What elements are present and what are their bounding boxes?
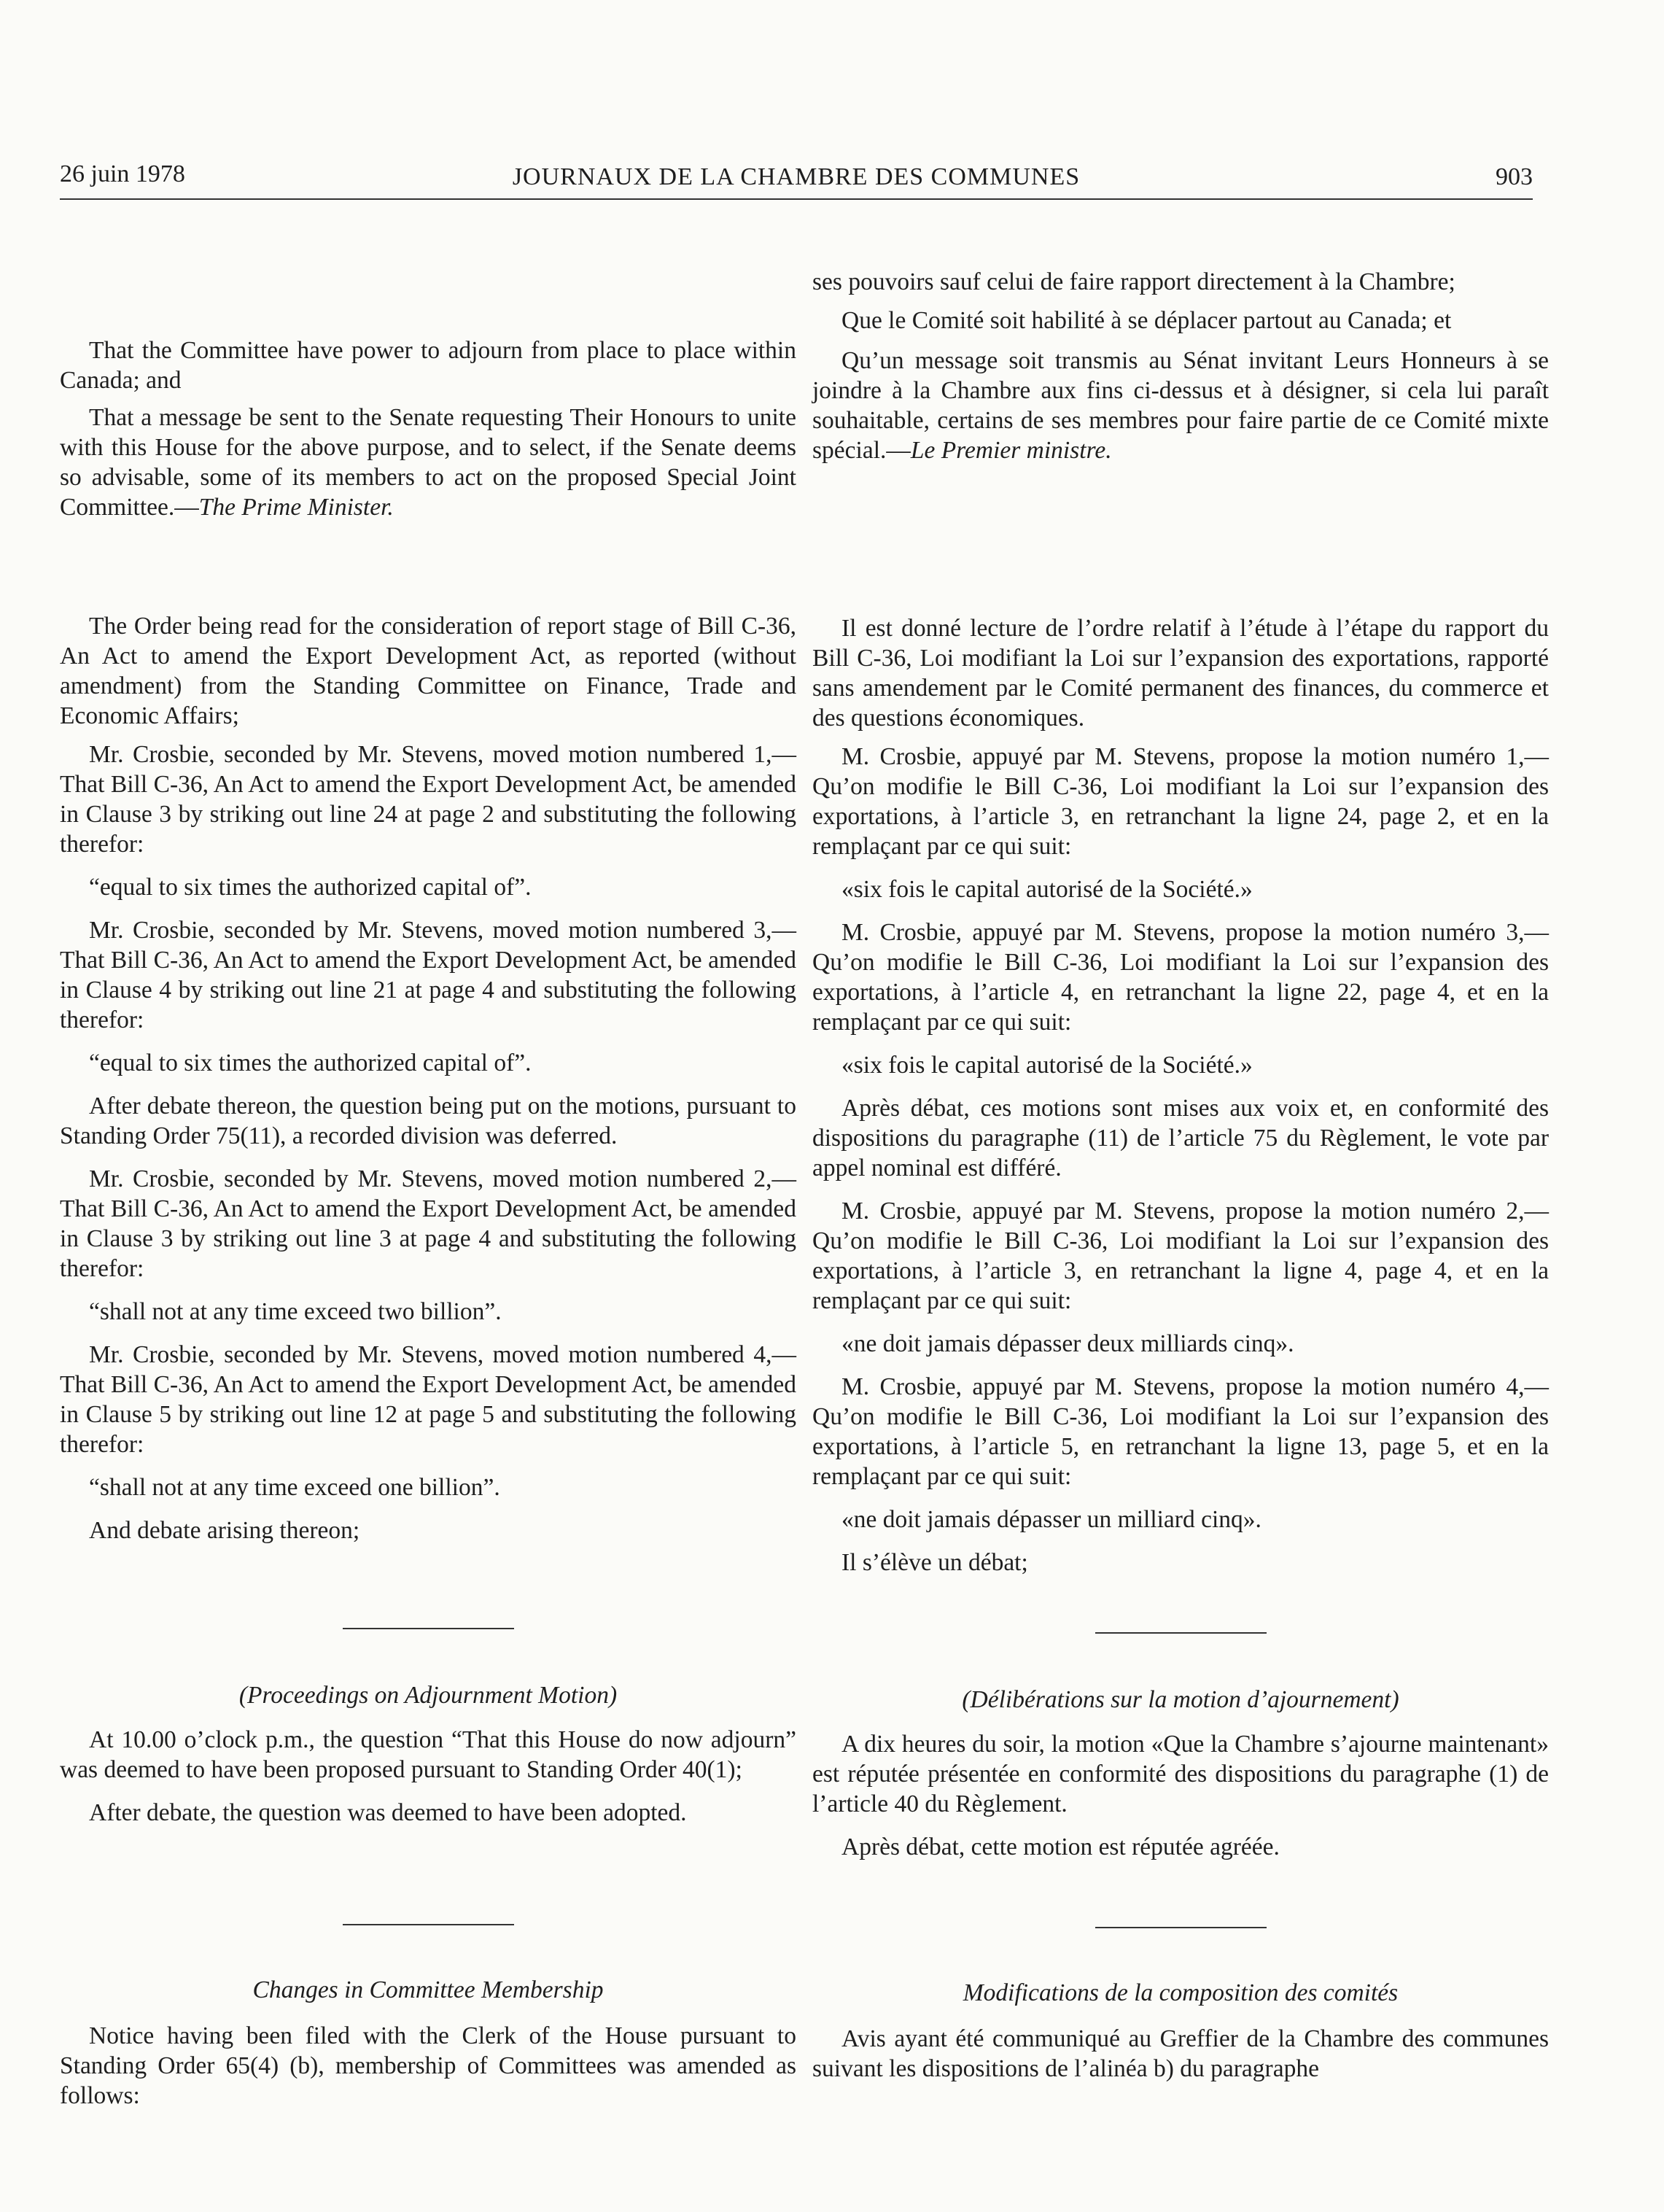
fr-motion-2: M. Crosbie, appuyé par M. Stevens, propose la motion numéro 2,—Qu’on modifie le Bill C-36, Loi modifiant la Loi sur l’expansion des exportations, à l’article 3, en retranchant la ligne 4, page 4, et en la remplaçant par ce qui suit: [812,1198,1549,1314]
french-block-adjournment [812,1632,1549,1862]
french-block-membership [812,1927,1549,2084]
en-motion-4: Mr. Crosbie, seconded by Mr. Stevens, moved motion numbered 4,—That Bill C-36, An Act to amend the Export Development Act, be amended in Clause 5 by striking out line 12 at page 5 and substituting the following therefor: [60,1341,796,1458]
fr-motion-2-quote: «ne doit jamais dépasser deux milliards cinq». [841,1330,1294,1357]
fr-signature: Le Premier ministre. [910,437,1112,464]
en-membership-heading: Changes in Committee Membership [252,1976,604,2003]
header-date: 26 juin 1978 [60,160,185,187]
en-motion-3: Mr. Crosbie, seconded by Mr. Stevens, moved motion numbered 3,—That Bill C-36, An Act to amend the Export Development Act, be amended in Clause 4 by striking out line 21 at page 4 and substituting the following therefor: [60,917,796,1033]
english-block-committee [60,335,796,522]
english-block-bill [60,611,796,1545]
fr-motion-1: M. Crosbie, appuyé par M. Stevens, propose la motion numéro 1,—Qu’on modifie le Bill C-36, Loi modifiant la Loi sur l’expansion des exportations, à l’article 3, en retranchant la ligne 24, page 2, et en la remplaçant par ce qui suit: [812,743,1549,860]
en-signature: The Prime Minister. [198,494,394,521]
en-committee-power: That the Committee have power to adjourn from place to place within Canada; and [60,337,796,394]
en-motion-4-quote: “shall not at any time exceed one billion”. [89,1474,500,1501]
fr-debate-arising: Il s’élève un débat; [841,1549,1028,1576]
fr-after-debate: Après débat, ces motions sont mises aux voix et, en conformité des dispositions du paragraphe (11) de l’article 75 du Règlement, le vote par appel nominal est différé. [812,1095,1549,1181]
english-block-adjournment [60,1628,796,1828]
en-motion-3-quote: “equal to six times the authorized capital of”. [89,1049,532,1076]
en-motion-1: Mr. Crosbie, seconded by Mr. Stevens, moved motion numbered 1,—That Bill C-36, An Act to amend the Export Development Act, be amended in Clause 3 by striking out line 24 at page 2 and substituting the following therefor: [60,741,796,858]
en-after-debate: After debate thereon, the question being put on the motions, pursuant to Standing Order 75(11), a recorded division was deferred. [60,1093,796,1149]
en-adjournment-text: At 10.00 o’clock p.m., the question “That this House do now adjourn” was deemed to have been proposed pursuant to Standing Order 40(1); [60,1726,796,1783]
fr-motion-3: M. Crosbie, appuyé par M. Stevens, propose la motion numéro 3,—Qu’on modifie le Bill C-36, Loi modifiant la Loi sur l’expansion des exportations, à l’article 4, en retranchant la ligne 22, page 4, et en la remplaçant par ce qui suit: [812,919,1549,1036]
french-block-bill [812,613,1549,1577]
section-divider [343,1628,514,1629]
en-motion-1-quote: “equal to six times the authorized capital of”. [89,874,532,901]
fr-membership-heading: Modifications de la composition des comités [963,1979,1399,2006]
en-motion-2-quote: “shall not at any time exceed two billion”. [89,1298,502,1325]
fr-committee-travel: Que le Comité soit habilité à se déplacer partout au Canada; et [841,307,1452,334]
fr-order-read: Il est donné lecture de l’ordre relatif à l’étude à l’étape du rapport du Bill C-36, Loi modifiant la Loi sur l’expansion des exportations, rapporté sans amendement par le Comité permanent des finances, du commerce et des questions économiques. [812,615,1549,731]
section-divider [1095,1927,1267,1928]
french-block-committee [812,267,1549,465]
header-title: JOURNAUX DE LA CHAMBRE DES COMMUNES [512,163,1081,190]
en-senate-message: That a message be sent to the Senate requesting Their Honours to unite with this House for the above purpose, and to select, if the Senate deems so advisable, some of its members to act on the proposed Special Joint Committee.—The Prime Minister. [60,404,796,521]
fr-motion-4-quote: «ne doit jamais dépasser un milliard cinq». [841,1506,1261,1533]
section-divider [1095,1632,1267,1634]
fr-motion-4: M. Crosbie, appuyé par M. Stevens, propose la motion numéro 4,—Qu’on modifie le Bill C-36, Loi modifiant la Loi sur l’expansion des exportations, à l’article 5, en retranchant la ligne 13, page 5, et en la remplaçant par ce qui suit: [812,1373,1549,1490]
english-block-membership [60,1924,796,2111]
page-number: 903 [1496,163,1533,190]
fr-senate-message: Qu’un message soit transmis au Sénat invitant Leurs Honneurs à se joindre à la Chambre aux fins ci-dessus et à désigner, si cela lui paraît souhaitable, certains de ses membres pour faire partie de ce Comité mixte spécial.—Le Premier ministre. [812,347,1549,464]
fr-motion-3-quote: «six fois le capital autorisé de la Société.» [841,1052,1253,1079]
fr-motion-1-quote: «six fois le capital autorisé de la Société.» [841,876,1253,903]
en-order-read: The Order being read for the consideration of report stage of Bill C-36, An Act to amend the Export Development Act, as reported (without amendment) from the Standing Committee on Finance, Trade and Economic Affairs; [60,613,796,729]
fr-powers-cont: ses pouvoirs sauf celui de faire rapport directement à la Chambre; [812,268,1455,295]
en-adjournment-heading: (Proceedings on Adjournment Motion) [238,1682,618,1709]
fr-membership-text: Avis ayant été communiqué au Greffier de la Chambre des communes suivant les dispositions de l’alinéa b) du paragraphe [812,2025,1549,2082]
section-divider [343,1924,514,1925]
en-membership-text: Notice having been filed with the Clerk of the House pursuant to Standing Order 65(4) (b), membership of Committees was amended as follows: [60,2022,796,2109]
fr-adjournment-heading: (Délibérations sur la motion d’ajournement) [962,1686,1399,1713]
en-debate-arising: And debate arising thereon; [89,1517,360,1544]
fr-adjournment-after: Après débat, cette motion est réputée agréée. [841,1833,1280,1860]
page-header [60,160,1533,200]
fr-adjournment-text: A dix heures du soir, la motion «Que la Chambre s’ajourne maintenant» est réputée présentée en conformité des dispositions du paragraphe (1) de l’article 40 du Règlement. [812,1731,1549,1817]
en-adjournment-after: After debate, the question was deemed to have been adopted. [89,1799,687,1826]
en-motion-2: Mr. Crosbie, seconded by Mr. Stevens, moved motion numbered 2,—That Bill C-36, An Act to amend the Export Development Act, be amended in Clause 3 by striking out line 3 at page 4 and substituting the following therefor: [60,1165,796,1282]
